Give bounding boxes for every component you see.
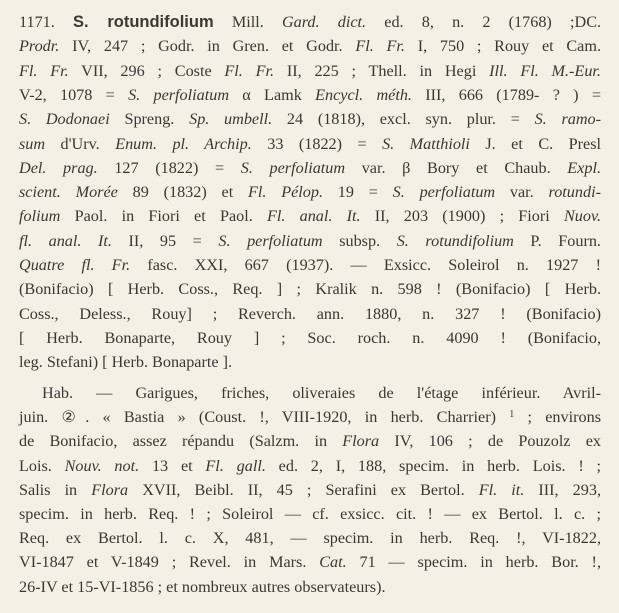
text-run: Paol. in Fiori et Paol. [60, 207, 267, 226]
habitat-line [19, 526, 601, 550]
species-name: S. rotundifolium [73, 13, 214, 31]
text-run: var. [495, 183, 549, 202]
italic-text: sum [19, 134, 46, 153]
text-run: V-2, 1078 = [19, 85, 129, 104]
italic-text: S. ramo- [534, 110, 602, 129]
text-run: IV, 106 ; de Pouzolz ex [379, 432, 601, 451]
italic-text: Fl. Fr. [355, 37, 405, 56]
text-run: (Bonifacio) [ Herb. Coss., Req. ] ; Kralik n. 598 ! (Bonifacio) [ Herb. [19, 280, 601, 299]
italic-text: Prodr. [19, 37, 60, 56]
italic-text: S. Dodonaei [19, 110, 110, 129]
text-run: ; environs [514, 408, 601, 427]
text-run: II, 225 ; Thell. in Hegi [274, 61, 490, 80]
italic-text: Cat. [319, 553, 347, 572]
entry-line [19, 59, 601, 83]
text-run: Spreng. [109, 110, 190, 129]
entry-line [19, 132, 601, 156]
italic-text: Ill. Fl. M.-Eur. [489, 61, 601, 80]
text-run: 33 (1822) = [251, 134, 383, 153]
text-run: J. et C. Presl [469, 134, 601, 153]
text-run: 127 (1822) = [97, 158, 241, 177]
entry-line [19, 350, 601, 374]
text-run: Lois. [19, 456, 65, 475]
entry-line [19, 34, 601, 58]
italic-text: Sp. umbell. [189, 110, 273, 129]
text-run: var. β Bory et Chaub. [345, 158, 568, 177]
entry-line [19, 83, 601, 107]
text-run: XVII, Beibl. II, 45 ; Serafini ex Bertol. [128, 480, 479, 499]
text-run: VI-1847 et V-1849 ; Revel. in Mars. [19, 553, 320, 572]
italic-text: Fl. it. [478, 480, 525, 499]
italic-text: Nuov. [564, 207, 602, 226]
text-run: P. Fourn. [513, 231, 601, 250]
text-run: II, 203 (1900) ; Fiori [360, 207, 564, 226]
entry-line [19, 107, 601, 131]
italic-text: Del. prag. [19, 158, 98, 177]
entry-line [19, 10, 601, 34]
text-run: [ Herb. Bonaparte, Rouy ] ; Soc. roch. n. 4090 ! (Bonifacio, [19, 328, 601, 347]
text-run: 13 et [139, 456, 206, 475]
entry-line [19, 326, 601, 350]
text-run: 89 (1832) et [117, 183, 248, 202]
italic-text: Fl. Fr. [224, 61, 275, 80]
text-run: ed. 2, I, 188, specim. in herb. Lois. ! ; [265, 456, 602, 475]
entry-line [19, 180, 601, 204]
text-run: 19 = [323, 183, 393, 202]
text-run: specim. in herb. Req. ! ; Soleirol — cf. exsicc. cit. ! — ex Bertol. l. c. ; [19, 505, 601, 523]
text-run: 26-IV et 15-VI-1856 ; et nombreux autres observateurs). [19, 577, 386, 596]
text-run: Coss., Deless., Rouy] ; Reverch. ann. 1880, n. 327 ! (Bonifacio) [19, 304, 601, 323]
italic-text: Flora [342, 432, 380, 451]
text-run: fasc. XXI, 667 (1937). — Exsicc. Soleirol n. 1927 ! [130, 256, 601, 274]
italic-text: Fl. gall. [205, 456, 266, 475]
entry-line [19, 253, 601, 277]
habitat-line [19, 550, 601, 574]
text-run: 71 — specim. in herb. Bor. !, [346, 553, 601, 572]
text-run: α Lamk [229, 85, 316, 104]
text-run: Req. ex Bertol. l. c. X, 481, — specim. in herb. Req. !, VI-1822, [19, 529, 601, 548]
italic-text: scient. Morée [19, 183, 118, 202]
text-run: III, 293, [524, 480, 602, 499]
italic-text: Flora [91, 480, 129, 499]
italic-text: S. Matthioli [382, 134, 470, 153]
entry-line [19, 156, 601, 180]
italic-text: S. perfoliatum [392, 183, 496, 202]
italic-text: Encycl. méth. [315, 85, 412, 104]
entry-line [19, 277, 601, 301]
text-run: VII, 296 ; Coste [68, 61, 225, 80]
entry-line [19, 204, 601, 228]
habitat-line [19, 575, 601, 599]
italic-text: Quatre fl. Fr. [19, 256, 131, 274]
italic-text: S. perfoliatum [240, 158, 346, 177]
habitat-line [19, 454, 601, 478]
italic-text: Gard. dict. [281, 13, 367, 31]
italic-text: Expl. [567, 158, 601, 177]
entry-number: 1171. [19, 13, 55, 31]
italic-text: Fl. Pélop. [247, 183, 323, 202]
text-run: juin. ②. « Bastia » (Coust. !, VIII-1920, in herb. Charrier) [19, 408, 510, 427]
habitat-line [19, 502, 601, 526]
italic-text: Fl. Fr. [19, 61, 69, 80]
text-run: II, 95 = [111, 231, 219, 250]
text-run: subsp. [322, 231, 397, 250]
italic-text: Nouv. not. [64, 456, 140, 475]
text-run: ed. 8, n. 2 (1768) ;DC. [366, 13, 602, 31]
habitat-line [19, 478, 601, 502]
text-run: d'Urv. [45, 134, 116, 153]
habitat-line [19, 429, 601, 453]
italic-text: rotundi- [548, 183, 601, 202]
italic-text: S. rotundifolium [396, 231, 514, 250]
text-run: leg. Stefani) [ Herb. Bonaparte ]. [19, 353, 233, 372]
text-run: IV, 247 ; Godr. in Gren. et Godr. [59, 37, 356, 56]
text-run: III, 666 (1789- ? ) = [411, 85, 601, 104]
text-run: I, 750 ; Rouy et Cam. [404, 37, 602, 56]
text-run: Hab. — Garigues, friches, oliveraies de l'étage inférieur. Avril- [42, 384, 601, 402]
italic-text: S. perfoliatum [128, 85, 230, 104]
italic-text: S. perfoliatum [218, 231, 323, 250]
text-run: Salis in [19, 480, 92, 499]
habitat-line [19, 405, 601, 429]
text-run: 24 (1818), excl. syn. plur. = [272, 110, 535, 129]
text-run: de Bonifacio, assez répandu (Salzm. in [19, 432, 343, 451]
italic-text: Enum. pl. Archip. [115, 134, 252, 153]
text-run: Mill. [231, 13, 282, 31]
habitat-line [42, 381, 601, 405]
entry-line [19, 229, 601, 253]
footnote-marker: 1 [509, 409, 515, 421]
italic-text: Fl. anal. It. [266, 207, 361, 226]
entry-line [19, 302, 601, 326]
italic-text: fl. anal. It. [19, 231, 112, 250]
italic-text: folium [19, 207, 61, 226]
